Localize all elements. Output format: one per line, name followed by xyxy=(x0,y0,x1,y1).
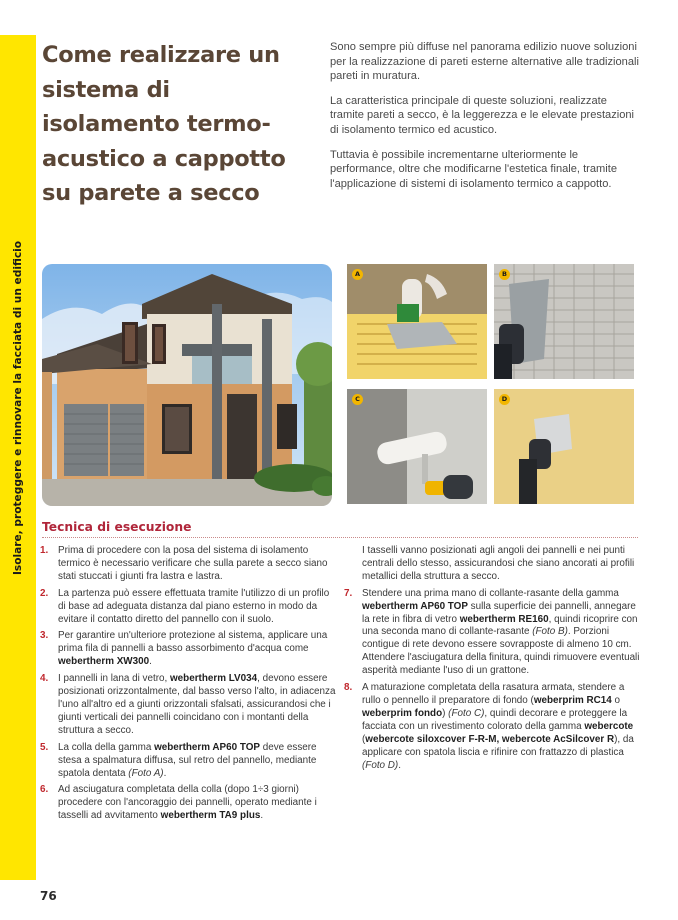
step-text: ), da applicare con spatola liscia e rifinire con frattazzo di plastica xyxy=(362,733,634,758)
step-number: 1. xyxy=(40,545,49,556)
step-number: 6. xyxy=(40,784,49,796)
step-continuation: I tasselli vanno posizionati agli angoli dei pannelli e nei punti centrali dello stesso, assicurandosi che siano ancorati ai profili metallici della struttura a secco. xyxy=(362,545,635,582)
photo-reference: (Foto C) xyxy=(448,707,485,719)
step-text: , quindi decorare e proteggere la facciata con un rivestimento colorato della gamma xyxy=(362,707,628,732)
product-name: weberprim RC14 xyxy=(533,694,612,706)
product-name: webertherm AP60 TOP xyxy=(362,600,468,612)
step-item xyxy=(40,742,336,781)
steps-column-left xyxy=(40,545,336,827)
product-name: webertherm TA9 plus xyxy=(160,810,261,822)
step-number: 7. xyxy=(344,587,353,599)
step-item xyxy=(40,673,336,738)
house-photo xyxy=(42,264,332,506)
product-name: webercote xyxy=(584,720,634,732)
side-label: Isolare, proteggere e rinnovare la facciata di un edificio xyxy=(12,240,24,576)
step-text: Per garantire un'ulteriore protezione al sistema, applicare una prima fila di pannelli a basso assorbimento d'acqua come xyxy=(58,630,328,655)
step-text: . xyxy=(260,810,264,822)
photo-a xyxy=(347,264,487,379)
step-text: . xyxy=(398,759,401,771)
steps-column-right xyxy=(344,545,640,776)
product-name: webercote siloxcover F-R-M, webercote AcSilcover R xyxy=(365,733,615,745)
page-number: 76 xyxy=(40,889,57,903)
step-text: ) xyxy=(442,707,449,719)
step-number: 4. xyxy=(40,673,49,685)
step-text: Prima di procedere con la posa del sistema di isolamento termico è necessario verificare che sulla parete a secco siano stati stuccati i giunti fra lastra e lastra. xyxy=(58,545,328,582)
product-name: webertherm LV034 xyxy=(170,673,258,685)
photo-c xyxy=(347,389,487,504)
step-text: . Porzioni contigue di rete devono essere sovrapposte di almeno 10 cm. Attendere l'asciugatura della finitura, quindi rimuovere eventuali asperità mediante l'uso di un grattone. xyxy=(362,626,640,677)
intro-paragraph: Sono sempre più diffuse nel panorama edilizio nuove soluzioni per la realizzazione di pareti esterne alternative alle tradizionali pareti in muratura. xyxy=(330,41,639,83)
photo-reference: (Foto D) xyxy=(362,759,399,771)
photo-tag: C xyxy=(352,394,363,405)
photo-reference: (Foto A) xyxy=(128,767,164,779)
photo-b xyxy=(494,264,634,379)
section-divider xyxy=(42,537,638,538)
step-number: 5. xyxy=(40,741,49,753)
step-number: 3. xyxy=(40,630,49,642)
step-item xyxy=(40,545,336,584)
step-text: deve essere stesa a spalmatura diffusa, sul retro del pannello, mediante spatola dentata xyxy=(58,741,317,779)
step-text: A maturazione completata della rasatura armata, stendere a rullo o pennello il preparatore di fondo ( xyxy=(362,682,625,706)
step-text: , devono essere posizionati orizzontalmente, dal basso verso l'alto, in adiacenza l'uno all'altro ed a giunti orizzontali sfalsati, assicurandosi che i giunti verticali dei pannelli coincidano con i montanti della struttura a secco. xyxy=(58,673,336,736)
page-title: Come realizzare un sistema di isolamento termo-acustico a cappotto su parete a secco xyxy=(42,42,286,206)
step-text: sulla superficie dei pannelli, annegare la rete in fibra di vetro xyxy=(362,600,636,625)
step-text: I pannelli in lana di vetro, xyxy=(58,673,170,685)
step-text: . xyxy=(163,767,167,779)
step-item xyxy=(40,588,336,627)
photo-tag: D xyxy=(499,394,510,405)
step-text: , quindi ricoprire con una seconda mano di collante-rasante xyxy=(362,613,638,638)
step-text: La partenza può essere effettuata tramite l'utilizzo di un profilo di base ad adeguata distanza dal piano esterno in modo da evitare il contatto diretto del pannello con il suolo. xyxy=(58,587,330,625)
step-text: Stendere una prima mano di collante-rasante della gamma xyxy=(362,587,619,599)
step-item xyxy=(40,784,336,823)
product-name: webertherm AP60 TOP xyxy=(154,741,260,753)
photo-reference: (Foto B) xyxy=(532,626,568,638)
section-title: Tecnica di esecuzione xyxy=(42,520,192,534)
step-number: 2. xyxy=(40,587,49,599)
step-text: . xyxy=(149,656,152,668)
step-item xyxy=(344,682,640,772)
step-text: o xyxy=(611,694,621,706)
photo-tag: A xyxy=(352,269,363,280)
product-name: webertherm RE160 xyxy=(459,613,549,625)
step-text: La colla della gamma xyxy=(58,741,155,753)
step-item xyxy=(344,588,640,678)
intro-paragraph: La caratteristica principale di queste soluzioni, realizzate tramite pareti a secco, è la leggerezza e le elevate prestazioni di isolamento termico ed acustico. xyxy=(330,94,635,136)
step-text: Ad asciugatura completata della colla (dopo 1÷3 giorni) procedere con l'ancoraggio dei pannelli, operato mediante i tasselli ad avvitamento xyxy=(58,784,317,822)
photo-tag: B xyxy=(499,269,510,280)
product-name: webertherm XW300 xyxy=(58,656,150,668)
step-text: ( xyxy=(362,733,366,745)
intro-text xyxy=(330,40,640,201)
photo-d xyxy=(494,389,634,504)
intro-paragraph: Tuttavia è possibile incrementarne ulteriormente le performance, oltre che modificarne l'estetica finale, tramite l'applicazione di sistemi di isolamento termico a cappotto. xyxy=(330,148,617,190)
step-number: 8. xyxy=(344,682,353,694)
product-name: weberprim fondo xyxy=(362,707,443,719)
step-item xyxy=(40,630,336,669)
